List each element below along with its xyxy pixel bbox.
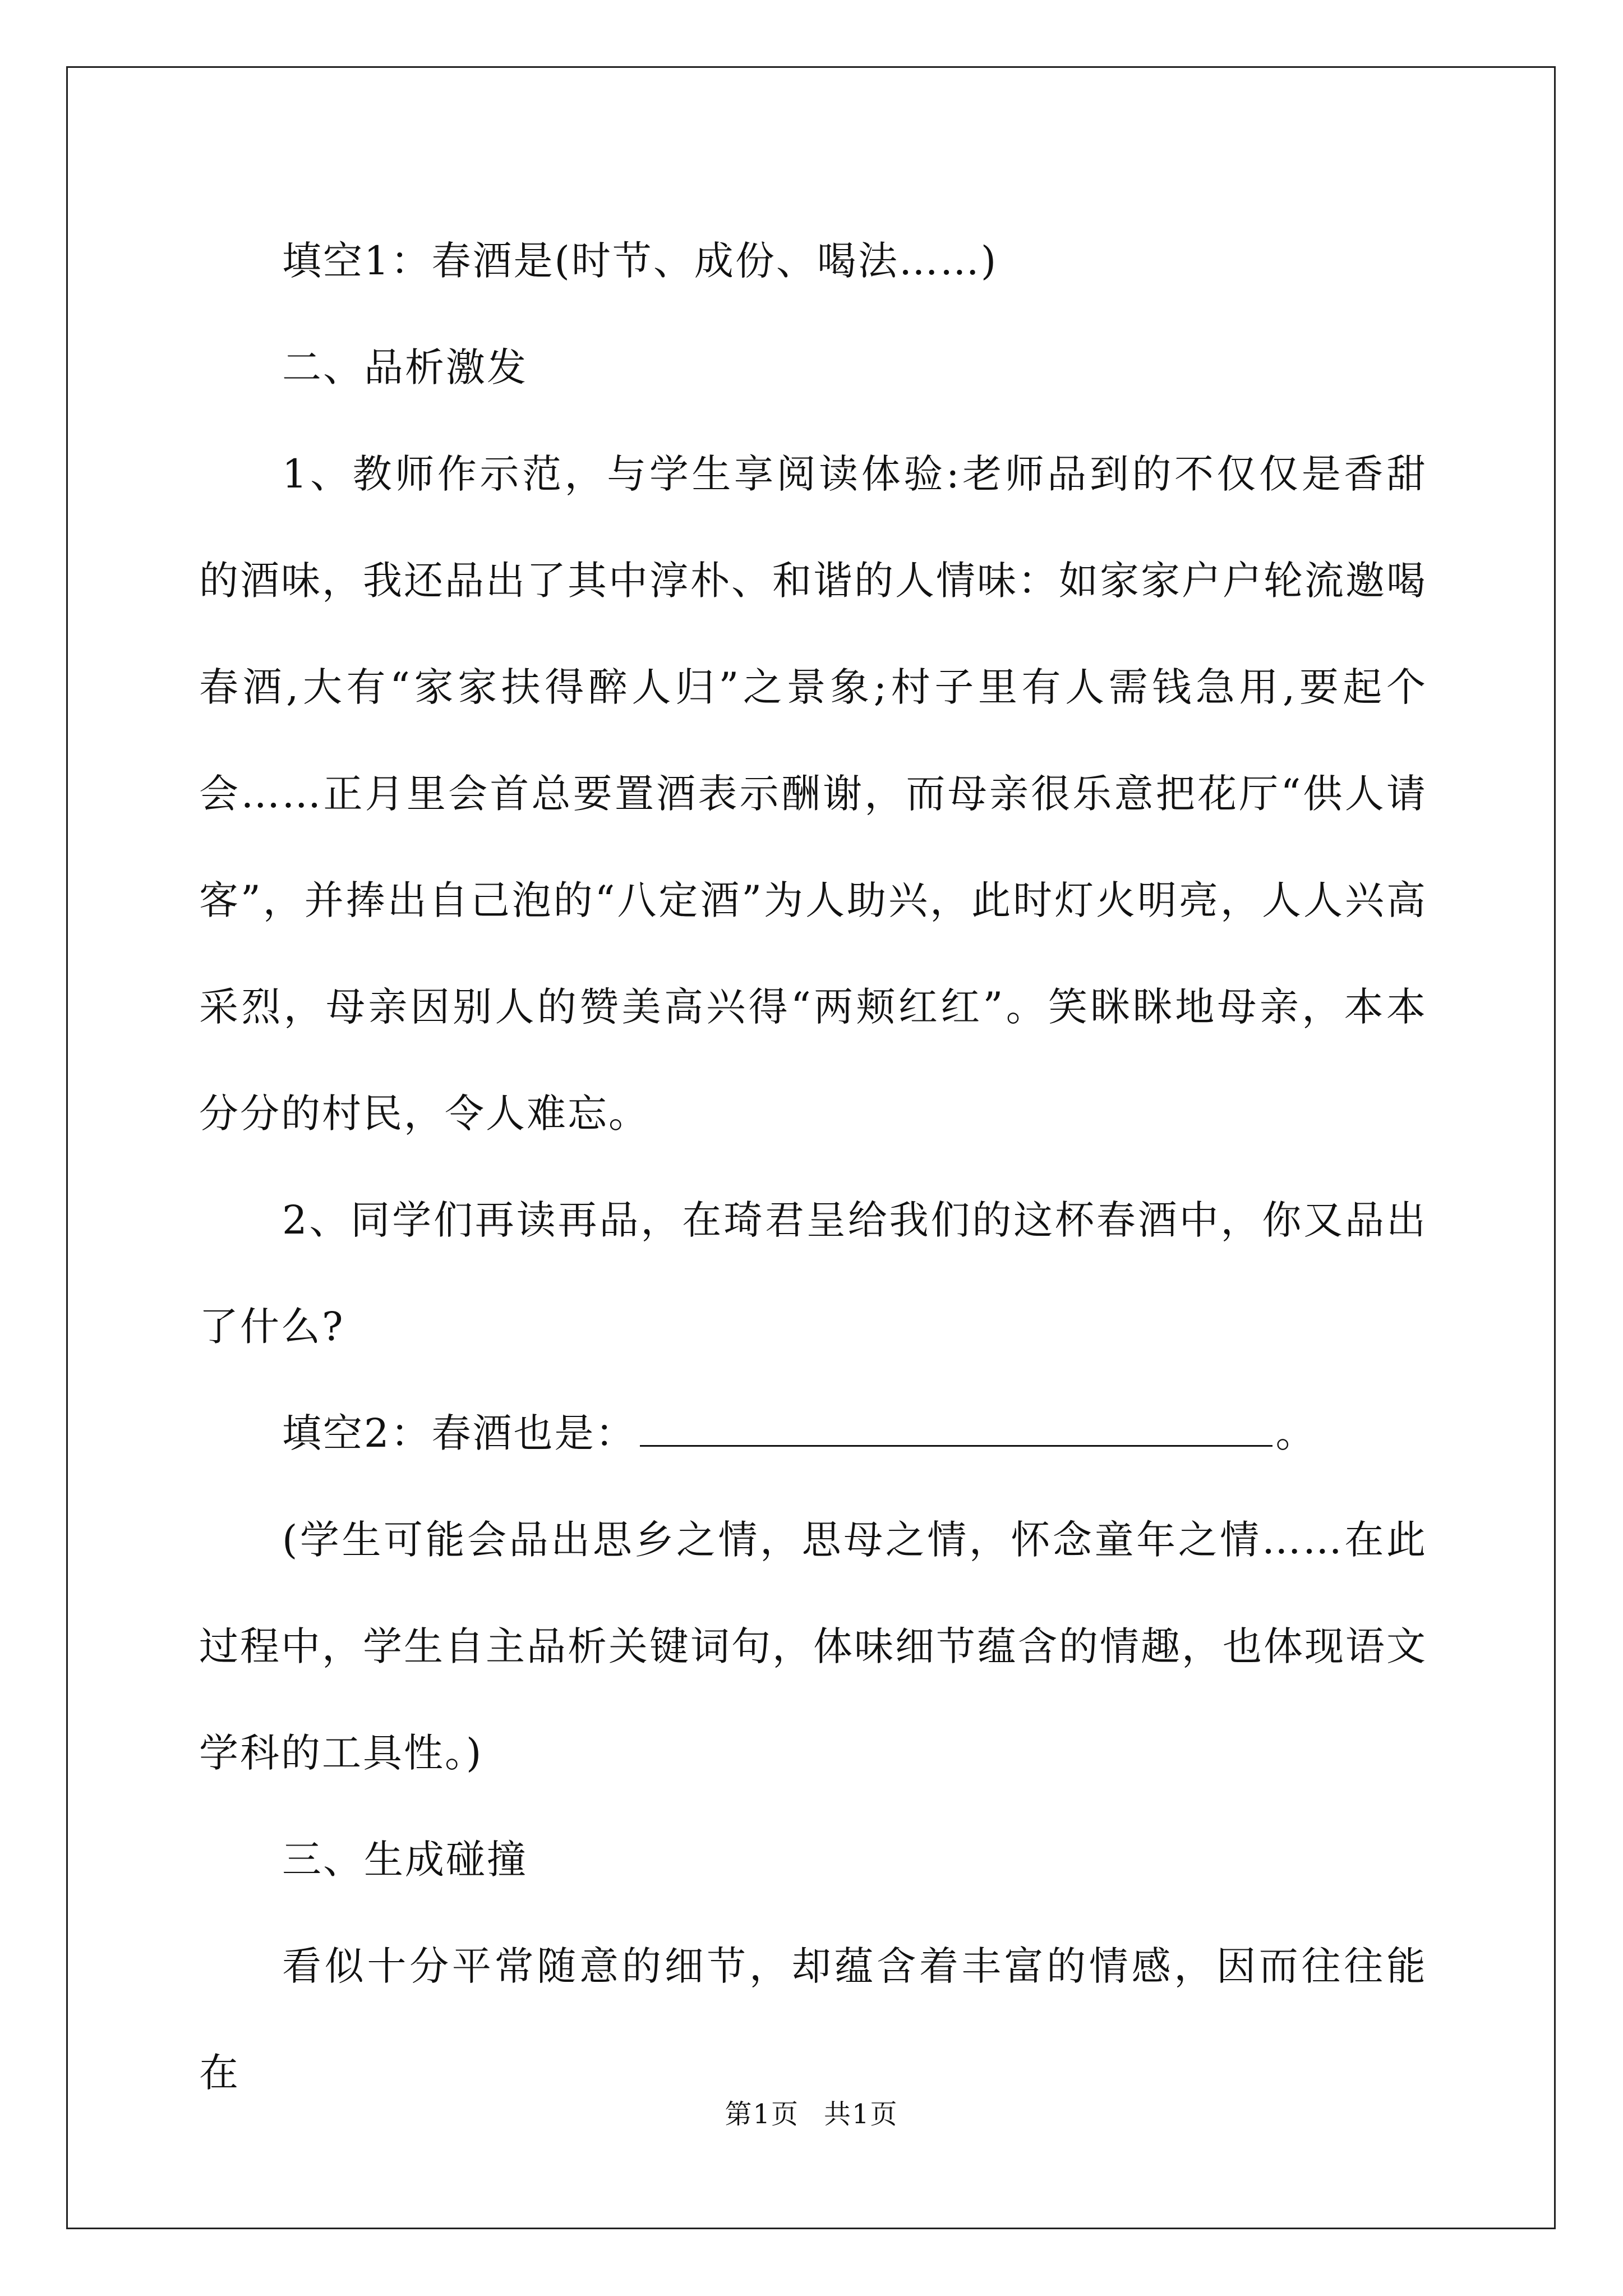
fill-blank-1: 填空1：春酒是(时节、成份、喝法……) (282, 238, 998, 284)
page-number: 第1页 (725, 2099, 799, 2130)
page-total: 共1页 (824, 2099, 898, 2130)
fill-blank-2-suffix: 。 (1275, 1410, 1317, 1456)
paragraph-teacher-demo: 1、教师作示范，与学生享阅读体验:老师品到的不仅仅是香甜的酒味，我还品出了其中淳朴、和谐的人情味：如家家户户轮流邀喝春酒,大有“家家扶得醉人归”之景象;村子里有人需钱急用,要起个会……正月里会首总要置酒表示酬谢，而母亲很乐意把花厅“供人请客”，并捧出自己泡的“八定酒”为人助兴，此时灯火明亮，人人兴高采烈，母亲因别人的赞美高兴得“两颊红红”。笑眯眯地母亲，本本分分的村民，令人难忘。 (199, 451, 1427, 1137)
fill-blank-2 (199, 1380, 1427, 1487)
section-heading-3: 三、生成碰撞 (282, 1837, 528, 1883)
paragraph-reread: 2、同学们再读再品，在琦君呈给我们的这杯春酒中，你又品出了什么? (199, 1197, 1427, 1350)
section-heading-2: 二、品析激发 (282, 344, 528, 390)
paragraph-details: 看似十分平常随意的细节，却蕴含着丰富的情感，因而往往能在 (199, 1943, 1427, 2096)
fill-blank-2-prefix: 填空2：春酒也是： (282, 1410, 637, 1456)
paragraph-student-note: (学生可能会品出思乡之情，思母之情，怀念童年之情……在此过程中，学生自主品析关键词句，体味细节蕴含的情趣，也体现语文学科的工具性。) (199, 1517, 1427, 1776)
document-body (199, 208, 1427, 2126)
page-footer (0, 2092, 1623, 2131)
answer-blank-line (640, 1411, 1272, 1447)
